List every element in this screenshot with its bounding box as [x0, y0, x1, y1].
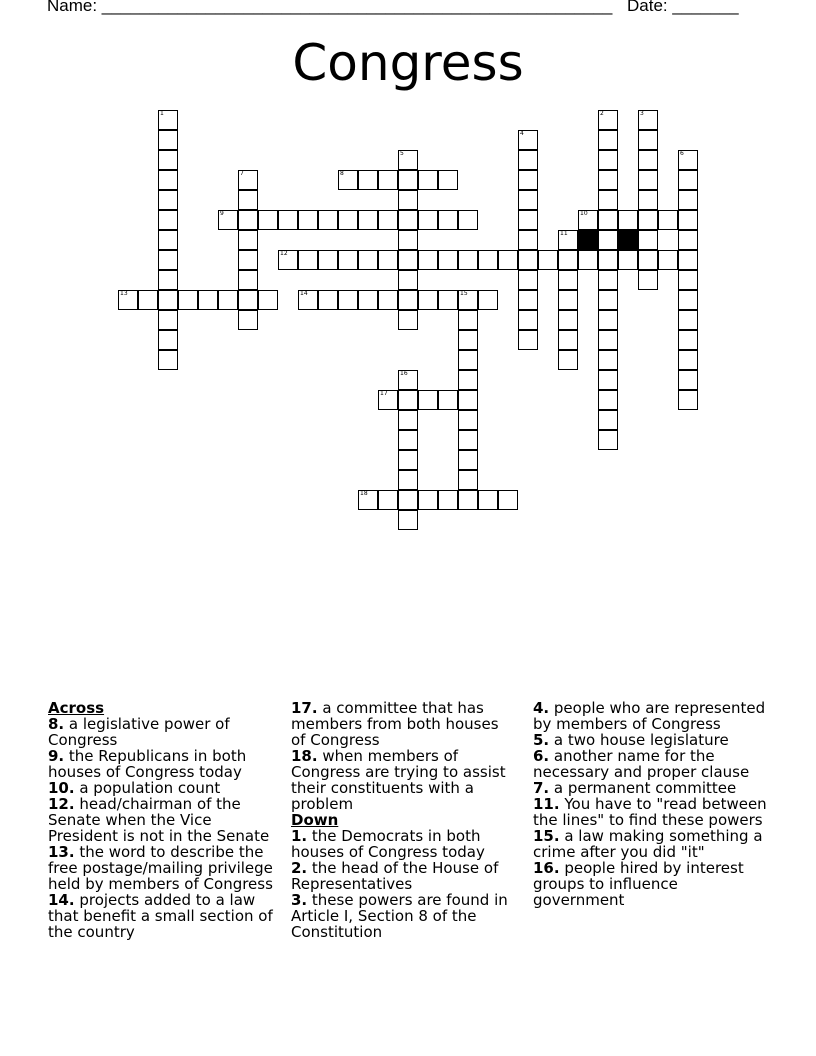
crossword-cell[interactable]: [638, 190, 658, 210]
crossword-cell[interactable]: [398, 230, 418, 250]
crossword-cell[interactable]: [558, 270, 578, 290]
crossword-cell[interactable]: [458, 350, 478, 370]
crossword-cell[interactable]: [278, 210, 298, 230]
crossword-cell[interactable]: [438, 170, 458, 190]
crossword-cell[interactable]: [238, 210, 258, 230]
crossword-cell[interactable]: [678, 290, 698, 310]
crossword-cell[interactable]: [518, 230, 538, 250]
crossword-cell[interactable]: [178, 290, 198, 310]
crossword-cell[interactable]: [478, 290, 498, 310]
crossword-cell[interactable]: [198, 290, 218, 310]
clue-number-9: 9: [220, 210, 224, 217]
clue-text: the Democrats in both houses of Congress today: [291, 827, 485, 861]
clue-number: 6.: [533, 747, 550, 765]
crossword-cell[interactable]: [678, 330, 698, 350]
clue-number-5: 5: [400, 150, 404, 157]
crossword-cell[interactable]: [678, 270, 698, 290]
crossword-cell[interactable]: [458, 490, 478, 510]
crossword-cell[interactable]: [358, 290, 378, 310]
clue-item: [48, 716, 283, 748]
clue-text: head/chairman of the Senate when the Vice President is not in the Senate: [48, 795, 270, 845]
clue-number-15: 15: [460, 290, 468, 297]
crossword-cell[interactable]: [398, 210, 418, 230]
crossword-cell[interactable]: [458, 470, 478, 490]
clue-number: 9.: [48, 747, 65, 765]
clue-item: [533, 796, 773, 828]
crossword-cell[interactable]: [258, 290, 278, 310]
crossword-cell[interactable]: [318, 250, 338, 270]
clue-number: 17.: [291, 699, 318, 717]
crossword-cell[interactable]: [598, 210, 618, 230]
crossword-cell[interactable]: [618, 210, 638, 230]
crossword-cell[interactable]: [398, 250, 418, 270]
clue-item: [48, 892, 283, 940]
crossword-cell[interactable]: [578, 250, 598, 270]
crossword-cell[interactable]: [358, 210, 378, 230]
clue-number-16: 16: [400, 370, 408, 377]
crossword-cell[interactable]: [598, 250, 618, 270]
down-clue-list: [291, 828, 516, 940]
clue-item: [48, 844, 283, 892]
crossword-cell[interactable]: [418, 250, 438, 270]
clue-text: You have to "read between the lines" to find these powers: [533, 795, 767, 829]
clue-number-7: 7: [240, 170, 244, 177]
clue-number-3: 3: [640, 110, 644, 117]
crossword-cell[interactable]: [658, 250, 678, 270]
crossword-cell[interactable]: [558, 330, 578, 350]
crossword-cell[interactable]: [158, 270, 178, 290]
crossword-cell[interactable]: [598, 430, 618, 450]
crossword-cell[interactable]: [358, 250, 378, 270]
clue-item: [533, 780, 773, 796]
clue-number-10: 10: [580, 210, 588, 217]
crossword-cell[interactable]: [478, 490, 498, 510]
crossword-cell[interactable]: [138, 290, 158, 310]
crossword-cell[interactable]: [518, 170, 538, 190]
crossword-cell[interactable]: [518, 250, 538, 270]
clue-number-12: 12: [280, 250, 288, 257]
crossword-cell[interactable]: [498, 250, 518, 270]
crossword-cell[interactable]: [558, 250, 578, 270]
crossword-cell[interactable]: [598, 390, 618, 410]
crossword-cell[interactable]: [398, 170, 418, 190]
clue-item: [291, 748, 516, 812]
crossword-cell[interactable]: [678, 210, 698, 230]
clue-text: a two house legislature: [549, 731, 729, 749]
clue-text: a law making something a crime after you did "it": [533, 827, 763, 861]
crossword-cell[interactable]: [218, 290, 238, 310]
crossword-cell[interactable]: [678, 250, 698, 270]
clue-text: the head of the House of Representatives: [291, 859, 499, 893]
clue-text: projects added to a law that benefit a small section of the country: [48, 891, 273, 941]
down-heading: Down: [291, 811, 339, 829]
crossword-cell[interactable]: [398, 470, 418, 490]
clue-number-6: 6: [680, 150, 684, 157]
crossword-cell[interactable]: [438, 390, 458, 410]
crossword-cell[interactable]: [458, 330, 478, 350]
crossword-cell[interactable]: [598, 310, 618, 330]
crossword-cell[interactable]: [598, 370, 618, 390]
crossword-cell[interactable]: [318, 290, 338, 310]
across-clue-list-cont: [291, 700, 516, 812]
crossword-cell[interactable]: [478, 250, 498, 270]
crossword-cell[interactable]: [598, 130, 618, 150]
crossword-cell[interactable]: [158, 190, 178, 210]
crossword-cell[interactable]: [158, 350, 178, 370]
crossword-cell[interactable]: [438, 250, 458, 270]
clue-item: [533, 700, 773, 732]
clue-item: [533, 748, 773, 780]
crossword-cell[interactable]: [158, 310, 178, 330]
crossword-cell[interactable]: [398, 190, 418, 210]
crossword-cell[interactable]: [678, 370, 698, 390]
crossword-cell[interactable]: [678, 170, 698, 190]
crossword-cell[interactable]: [318, 210, 338, 230]
crossword-cell[interactable]: [458, 210, 478, 230]
clue-text: a committee that has members from both houses of Congress: [291, 699, 499, 749]
clue-number-14: 14: [300, 290, 308, 297]
clue-number: 4.: [533, 699, 550, 717]
clue-item: [48, 780, 283, 796]
clue-item: [48, 796, 283, 844]
crossword-cell[interactable]: [158, 230, 178, 250]
crossword-cell[interactable]: [438, 210, 458, 230]
clue-number-1: 1: [160, 110, 164, 117]
date-field[interactable]: Date: _______: [627, 0, 739, 15]
clue-item: [291, 860, 516, 892]
clue-number: 12.: [48, 795, 75, 813]
clue-item: [291, 700, 516, 748]
crossword-cell[interactable]: [398, 290, 418, 310]
crossword-cell[interactable]: [458, 430, 478, 450]
crossword-cell[interactable]: [438, 490, 458, 510]
clue-number: 5.: [533, 731, 550, 749]
crossword-cell[interactable]: [418, 490, 438, 510]
crossword-cell[interactable]: [678, 230, 698, 250]
crossword-cell[interactable]: [298, 250, 318, 270]
crossword-cell[interactable]: [378, 250, 398, 270]
crossword-cell[interactable]: [558, 350, 578, 370]
crossword-cell[interactable]: [238, 290, 258, 310]
clue-item: [48, 748, 283, 780]
crossword-cell[interactable]: [518, 290, 538, 310]
crossword-cell[interactable]: [458, 450, 478, 470]
clue-number: 7.: [533, 779, 550, 797]
crossword-cell[interactable]: [158, 330, 178, 350]
crossword-cell[interactable]: [418, 210, 438, 230]
crossword-cell[interactable]: [418, 170, 438, 190]
crossword-cell[interactable]: [158, 170, 178, 190]
crossword-cell[interactable]: [458, 310, 478, 330]
crossword-cell[interactable]: [598, 330, 618, 350]
crossword-block: [578, 230, 598, 250]
clue-number-13: 13: [120, 290, 128, 297]
clue-text: a permanent committee: [549, 779, 737, 797]
clue-number-2: 2: [600, 110, 604, 117]
crossword-cell[interactable]: [598, 150, 618, 170]
name-field[interactable]: Name: ______________________________________________________: [47, 0, 613, 15]
crossword-cell[interactable]: [158, 130, 178, 150]
crossword-cell[interactable]: [398, 430, 418, 450]
clue-number: 1.: [291, 827, 308, 845]
clue-text: another name for the necessary and proper clause: [533, 747, 750, 781]
crossword-cell[interactable]: [618, 250, 638, 270]
crossword-cell[interactable]: [418, 390, 438, 410]
clue-number: 16.: [533, 859, 560, 877]
across-clue-list: [48, 716, 283, 940]
crossword-cell[interactable]: [598, 290, 618, 310]
clue-text: when members of Congress are trying to assist their constituents with a problem: [291, 747, 506, 813]
clues-column-3: [533, 700, 773, 908]
clue-number-17: 17: [380, 390, 388, 397]
crossword-cell[interactable]: [398, 510, 418, 530]
crossword-cell[interactable]: [158, 290, 178, 310]
clue-text: the word to describe the free postage/mailing privilege held by members of Congress: [48, 843, 273, 893]
clue-number: 13.: [48, 843, 75, 861]
across-heading: Across: [48, 699, 105, 717]
clue-item: [291, 828, 516, 860]
clue-text: these powers are found in Article I, Section 8 of the Constitution: [291, 891, 508, 941]
clue-item: [533, 732, 773, 748]
crossword-cell[interactable]: [518, 190, 538, 210]
crossword-cell[interactable]: [678, 190, 698, 210]
crossword-cell[interactable]: [518, 270, 538, 290]
crossword-cell[interactable]: [678, 390, 698, 410]
crossword-cell[interactable]: [678, 310, 698, 330]
crossword-cell[interactable]: [238, 250, 258, 270]
crossword-cell[interactable]: [558, 290, 578, 310]
crossword-cell[interactable]: [398, 410, 418, 430]
crossword-cell[interactable]: [418, 290, 438, 310]
crossword-cell[interactable]: [338, 210, 358, 230]
crossword-cell[interactable]: [358, 170, 378, 190]
crossword-cell[interactable]: [438, 290, 458, 310]
clues-column-1: [48, 700, 283, 940]
crossword-cell[interactable]: [558, 310, 578, 330]
crossword-cell[interactable]: [238, 190, 258, 210]
crossword-cell[interactable]: [518, 210, 538, 230]
crossword-cell[interactable]: [638, 250, 658, 270]
clue-number-4: 4: [520, 130, 524, 137]
crossword-cell[interactable]: [518, 150, 538, 170]
crossword-cell[interactable]: [638, 210, 658, 230]
crossword-cell[interactable]: [638, 150, 658, 170]
down-clue-list-cont: [533, 700, 773, 908]
clue-number-18: 18: [360, 490, 368, 497]
crossword-cell[interactable]: [398, 450, 418, 470]
crossword-cell[interactable]: [598, 350, 618, 370]
clue-text: people who are represented by members of Congress: [533, 699, 766, 733]
crossword-cell[interactable]: [398, 390, 418, 410]
crossword-cell[interactable]: [638, 270, 658, 290]
crossword-cell[interactable]: [458, 410, 478, 430]
clue-number: 8.: [48, 715, 65, 733]
crossword-cell[interactable]: [458, 390, 478, 410]
clue-number-8: 8: [340, 170, 344, 177]
crossword-cell[interactable]: [258, 210, 278, 230]
clue-number: 11.: [533, 795, 560, 813]
clue-number: 3.: [291, 891, 308, 909]
crossword-cell[interactable]: [598, 190, 618, 210]
crossword-cell[interactable]: [378, 290, 398, 310]
clue-text: the Republicans in both houses of Congress today: [48, 747, 247, 781]
crossword-cell[interactable]: [598, 230, 618, 250]
crossword-cell[interactable]: [338, 250, 358, 270]
crossword-cell[interactable]: [658, 210, 678, 230]
crossword-cell[interactable]: [238, 310, 258, 330]
crossword-cell[interactable]: [638, 130, 658, 150]
crossword-cell[interactable]: [298, 210, 318, 230]
crossword-cell[interactable]: [638, 170, 658, 190]
crossword-cell[interactable]: [378, 490, 398, 510]
crossword-cell[interactable]: [518, 330, 538, 350]
clue-text: a population count: [74, 779, 221, 797]
clue-number-11: 11: [560, 230, 568, 237]
crossword-cell[interactable]: [458, 370, 478, 390]
clue-number: 2.: [291, 859, 308, 877]
crossword-cell[interactable]: [238, 230, 258, 250]
crossword-cell[interactable]: [458, 250, 478, 270]
page-title: Congress: [292, 34, 524, 92]
crossword-cell[interactable]: [398, 490, 418, 510]
clue-number: 14.: [48, 891, 75, 909]
crossword-cell[interactable]: [678, 350, 698, 370]
crossword-cell[interactable]: [638, 230, 658, 250]
crossword-cell[interactable]: [378, 210, 398, 230]
clue-number: 18.: [291, 747, 318, 765]
crossword-cell[interactable]: [158, 150, 178, 170]
crossword-cell[interactable]: [378, 170, 398, 190]
crossword-cell[interactable]: [398, 270, 418, 290]
crossword-cell[interactable]: [598, 270, 618, 290]
clue-number: 10.: [48, 779, 75, 797]
crossword-cell[interactable]: [518, 310, 538, 330]
clues-column-2: [291, 700, 516, 940]
crossword-block: [618, 230, 638, 250]
crossword-cell[interactable]: [158, 210, 178, 230]
crossword-cell[interactable]: [338, 290, 358, 310]
crossword-cell[interactable]: [598, 410, 618, 430]
crossword-cell[interactable]: [398, 310, 418, 330]
clue-text: a legislative power of Congress: [48, 715, 230, 749]
crossword-cell[interactable]: [538, 250, 558, 270]
crossword-cell[interactable]: [598, 170, 618, 190]
clue-number: 15.: [533, 827, 560, 845]
clue-item: [533, 860, 773, 908]
crossword-cell[interactable]: [498, 490, 518, 510]
crossword-cell[interactable]: [158, 250, 178, 270]
clue-text: people hired by interest groups to influence government: [533, 859, 744, 909]
clue-item: [291, 892, 516, 940]
crossword-cell[interactable]: [238, 270, 258, 290]
clue-item: [533, 828, 773, 860]
